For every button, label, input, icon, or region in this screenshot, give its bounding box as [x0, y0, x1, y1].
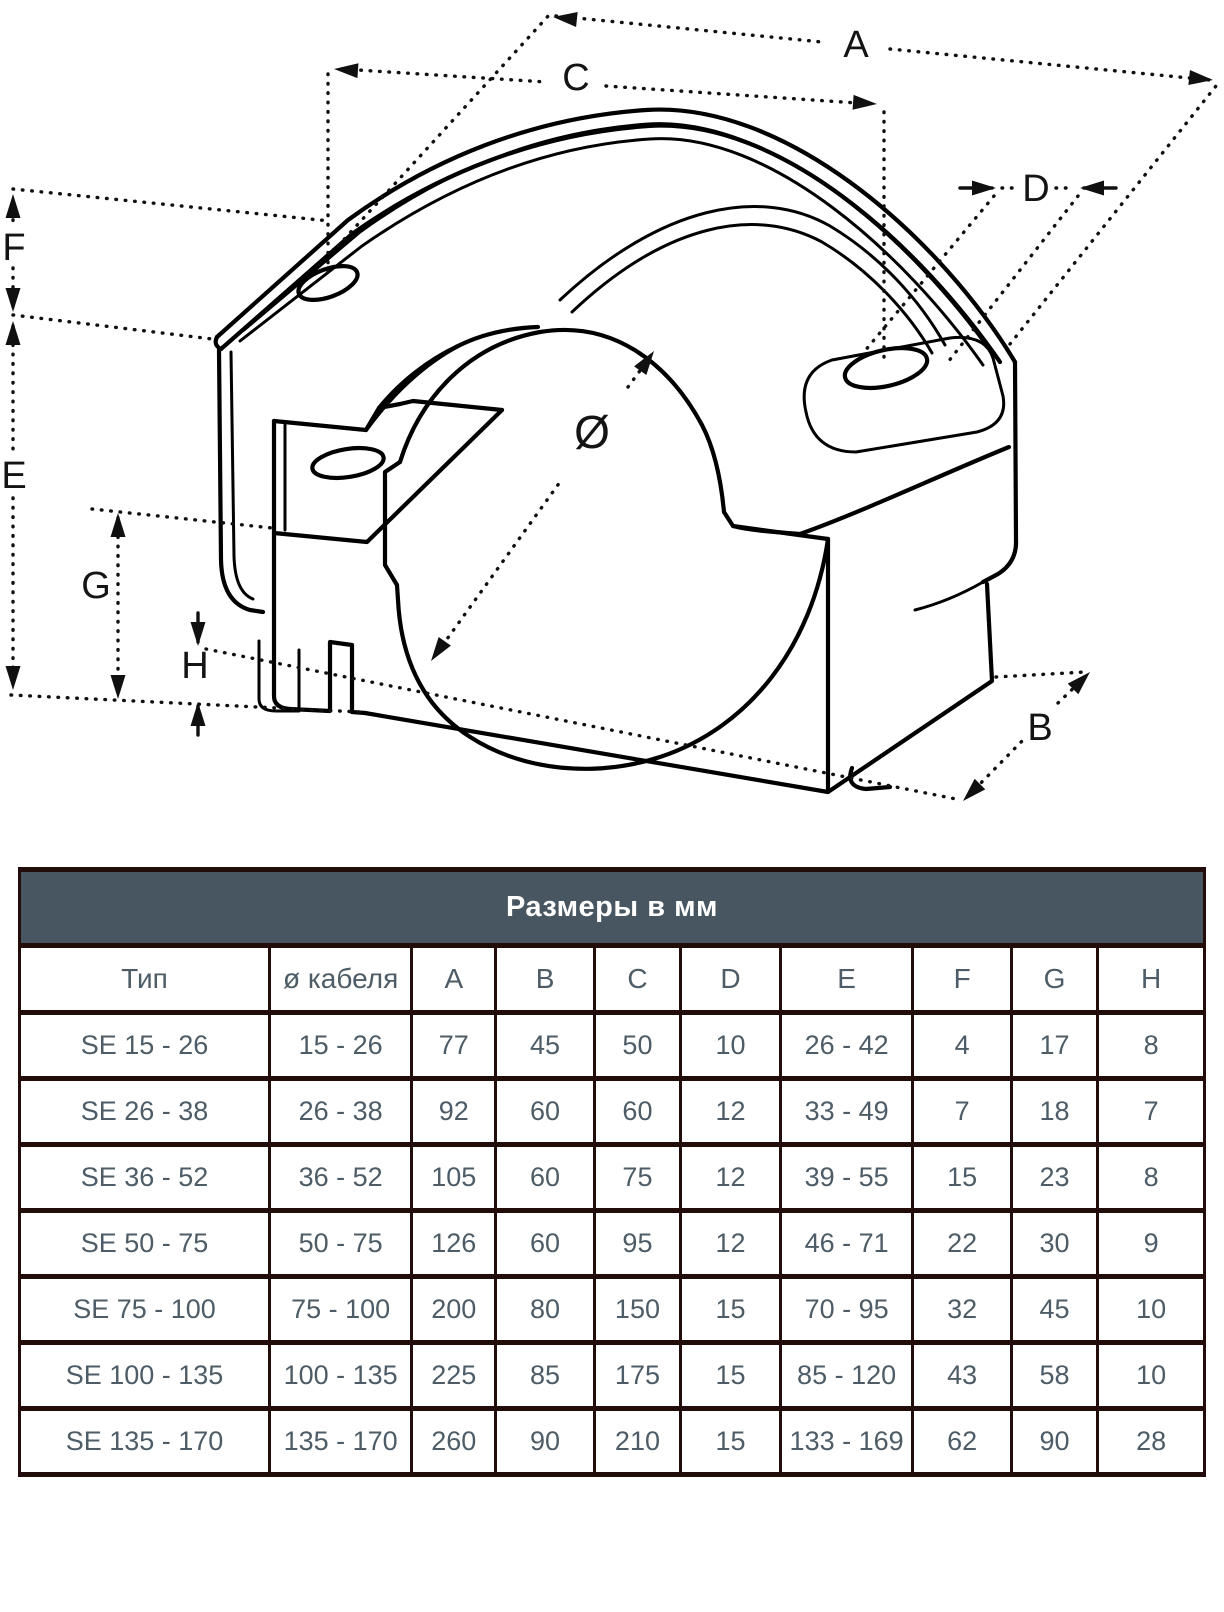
value-cell: 90 [496, 1409, 594, 1475]
value-cell: 26 - 38 [270, 1079, 412, 1145]
value-cell: 126 [412, 1211, 496, 1277]
value-cell: 75 - 100 [270, 1277, 412, 1343]
table-column-header-row [20, 946, 1205, 1013]
value-cell: 200 [412, 1277, 496, 1343]
type-cell: SE 50 - 75 [20, 1211, 270, 1277]
value-cell: 60 [496, 1079, 594, 1145]
value-cell: 60 [496, 1145, 594, 1211]
value-cell: 33 - 49 [780, 1079, 913, 1145]
column-header-7: F [913, 946, 1011, 1013]
table-body [20, 1013, 1205, 1475]
column-header-0: Тип [20, 946, 270, 1013]
column-header-2: A [412, 946, 496, 1013]
value-cell: 8 [1098, 1013, 1205, 1079]
value-cell: 50 [594, 1013, 681, 1079]
dim-label-e: E [1, 455, 27, 497]
value-cell: 58 [1011, 1343, 1098, 1409]
value-cell: 22 [913, 1211, 1011, 1277]
value-cell: 100 - 135 [270, 1343, 412, 1409]
value-cell: 60 [594, 1079, 681, 1145]
type-cell: SE 26 - 38 [20, 1079, 270, 1145]
value-cell: 135 - 170 [270, 1409, 412, 1475]
dim-label-g: G [81, 565, 111, 607]
column-header-5: D [681, 946, 781, 1013]
table-title: Размеры в мм [20, 870, 1205, 946]
value-cell: 15 [913, 1145, 1011, 1211]
value-cell: 8 [1098, 1145, 1205, 1211]
left-hole [294, 259, 362, 307]
value-cell: 95 [594, 1211, 681, 1277]
dim-label-diameter: Ø [574, 406, 610, 458]
type-cell: SE 75 - 100 [20, 1277, 270, 1343]
dim-label-a: A [843, 24, 869, 66]
value-cell: 10 [1098, 1343, 1205, 1409]
base-hole [310, 444, 385, 483]
value-cell: 105 [412, 1145, 496, 1211]
value-cell: 39 - 55 [780, 1145, 913, 1211]
table-row [20, 1343, 1205, 1409]
value-cell: 85 - 120 [780, 1343, 913, 1409]
value-cell: 15 [681, 1277, 781, 1343]
value-cell: 77 [412, 1013, 496, 1079]
column-header-3: B [496, 946, 594, 1013]
value-cell: 46 - 71 [780, 1211, 913, 1277]
value-cell: 4 [913, 1013, 1011, 1079]
value-cell: 7 [1098, 1079, 1205, 1145]
table-title-row [20, 870, 1205, 946]
value-cell: 90 [1011, 1409, 1098, 1475]
value-cell: 62 [913, 1409, 1011, 1475]
value-cell: 92 [412, 1079, 496, 1145]
value-cell: 15 [681, 1409, 781, 1475]
dim-label-f: F [2, 227, 26, 269]
table-row [20, 1013, 1205, 1079]
value-cell: 12 [681, 1079, 781, 1145]
table-row [20, 1079, 1205, 1145]
value-cell: 45 [496, 1013, 594, 1079]
value-cell: 12 [681, 1211, 781, 1277]
column-header-4: C [594, 946, 681, 1013]
value-cell: 260 [412, 1409, 496, 1475]
value-cell: 36 - 52 [270, 1145, 412, 1211]
clamp-top-piece [216, 110, 1016, 612]
dim-label-c: C [562, 57, 590, 99]
dimensions-table [18, 867, 1206, 1477]
table-row [20, 1277, 1205, 1343]
dim-label-h: H [181, 645, 209, 687]
type-cell: SE 36 - 52 [20, 1145, 270, 1211]
clamp-base-piece [259, 401, 992, 792]
column-header-8: G [1011, 946, 1098, 1013]
value-cell: 15 - 26 [270, 1013, 412, 1079]
value-cell: 26 - 42 [780, 1013, 913, 1079]
table-row [20, 1211, 1205, 1277]
value-cell: 75 [594, 1145, 681, 1211]
type-cell: SE 15 - 26 [20, 1013, 270, 1079]
value-cell: 70 - 95 [780, 1277, 913, 1343]
value-cell: 23 [1011, 1145, 1098, 1211]
value-cell: 45 [1011, 1277, 1098, 1343]
value-cell: 10 [1098, 1277, 1205, 1343]
value-cell: 30 [1011, 1211, 1098, 1277]
column-header-6: E [780, 946, 913, 1013]
type-cell: SE 135 - 170 [20, 1409, 270, 1475]
value-cell: 7 [913, 1079, 1011, 1145]
value-cell: 50 - 75 [270, 1211, 412, 1277]
column-header-1: ø кабеля [270, 946, 412, 1013]
table-row [20, 1409, 1205, 1475]
value-cell: 43 [913, 1343, 1011, 1409]
value-cell: 18 [1011, 1079, 1098, 1145]
value-cell: 150 [594, 1277, 681, 1343]
dim-label-d: D [1022, 168, 1050, 210]
value-cell: 85 [496, 1343, 594, 1409]
value-cell: 133 - 169 [780, 1409, 913, 1475]
value-cell: 175 [594, 1343, 681, 1409]
value-cell: 28 [1098, 1409, 1205, 1475]
value-cell: 10 [681, 1013, 781, 1079]
type-cell: SE 100 - 135 [20, 1343, 270, 1409]
value-cell: 225 [412, 1343, 496, 1409]
value-cell: 210 [594, 1409, 681, 1475]
value-cell: 12 [681, 1145, 781, 1211]
table-row [20, 1145, 1205, 1211]
value-cell: 9 [1098, 1211, 1205, 1277]
value-cell: 15 [681, 1343, 781, 1409]
dimensions-table-wrap [18, 867, 1206, 1477]
dim-label-b: B [1027, 707, 1053, 749]
column-header-9: H [1098, 946, 1205, 1013]
value-cell: 60 [496, 1211, 594, 1277]
value-cell: 17 [1011, 1013, 1098, 1079]
value-cell: 80 [496, 1277, 594, 1343]
value-cell: 32 [913, 1277, 1011, 1343]
